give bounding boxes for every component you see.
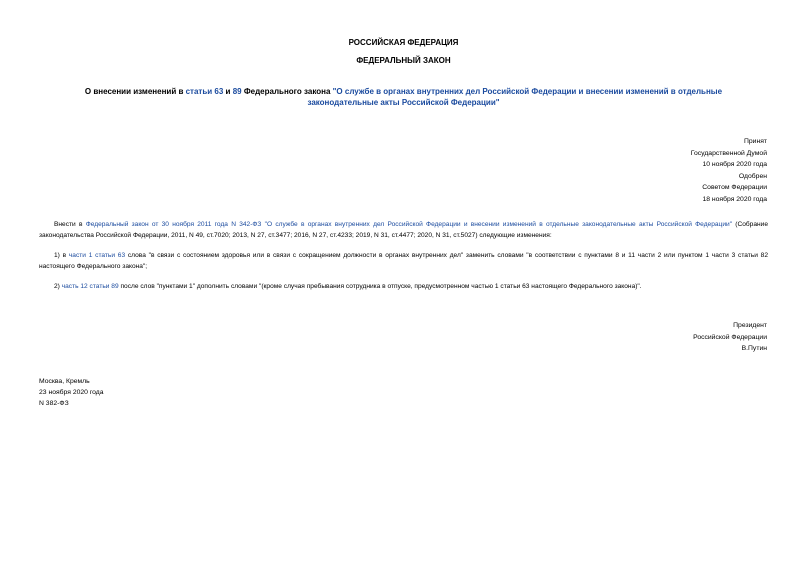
signature-block xyxy=(693,320,767,355)
footer-block xyxy=(39,376,104,409)
signature-line: Президент xyxy=(733,322,767,329)
adoption-line: 10 ноября 2020 года xyxy=(702,161,767,168)
law-title xyxy=(50,86,757,108)
item2-link[interactable]: часть 12 статьи 89 xyxy=(61,283,119,290)
title-prefix: О внесении изменений в xyxy=(84,87,186,96)
item1-link[interactable]: части 1 статьи 63 xyxy=(68,252,126,259)
title-mid2: Федерального закона xyxy=(241,87,333,96)
intro-link-federal-law[interactable]: Федеральный закон от 30 ноября 2011 года N 342-ФЗ "О службе в органах внутренних дел Российской Федерации и внесении изменений в отдельные законодательные акты Российской Федерации" xyxy=(85,221,733,228)
item2-prefix: 2) xyxy=(54,283,62,290)
item1-suffix: слова "в связи с состоянием здоровья или в связи с сокращением должности в органах внутренних дел" заменить словами "в соответствии с пунктами 8 и 11 части 2 или пунктом 1 части 3 статьи 82 настоящего Федерального закона"; xyxy=(39,252,769,270)
approval-line: Советом Федерации xyxy=(702,184,767,191)
signature-line: В.Путин xyxy=(741,345,767,352)
signature-line: Российской Федерации xyxy=(693,333,767,341)
approval-line: Одобрен xyxy=(738,172,767,180)
item1-prefix: 1) в xyxy=(54,252,69,259)
adoption-line: Государственной Думой xyxy=(690,149,767,157)
title-link-federal-law[interactable]: "О службе в органах внутренних дел Российской Федерации и внесении изменений в отдельные законодательные акты Российской Федерации" xyxy=(307,87,723,107)
amendment-item-2 xyxy=(39,281,768,292)
footer-line: Москва, Кремль xyxy=(39,378,90,385)
adoption-line: Принят xyxy=(743,138,767,145)
amendment-item-1 xyxy=(39,250,768,272)
adoption-block xyxy=(691,136,767,205)
intro-prefix: Внести в xyxy=(54,221,86,228)
approval-line: 18 ноября 2020 года xyxy=(702,195,767,203)
item2-suffix: после слов "пунктами 1" дополнить словами "(кроме случая пребывания сотрудника в отпуске, предусмотренном частью 1 статьи 63 настоящего Федерального закона)". xyxy=(118,283,642,290)
title-link-article-63[interactable]: статьи 63 xyxy=(185,87,224,96)
title-mid1: и xyxy=(223,87,233,96)
intro-suffix: (Собрание законодательства Российской Федерации, 2011, N 49, ст.7020; 2013, N 27, ст.3477; 2016, N 27, ст.4233; 2019, N 31, ст.4477; 2020, N 31, ст.5027) следующие изменения: xyxy=(39,221,768,239)
country-heading: РОССИЙСКАЯ ФЕДЕРАЦИЯ xyxy=(348,38,459,47)
document-type-heading: ФЕДЕРАЛЬНЫЙ ЗАКОН xyxy=(356,56,451,65)
footer-line: 23 ноября 2020 года xyxy=(39,389,104,396)
intro-paragraph xyxy=(39,219,768,241)
footer-line: N 382-ФЗ xyxy=(39,400,69,407)
title-link-article-89[interactable]: 89 xyxy=(232,87,242,96)
